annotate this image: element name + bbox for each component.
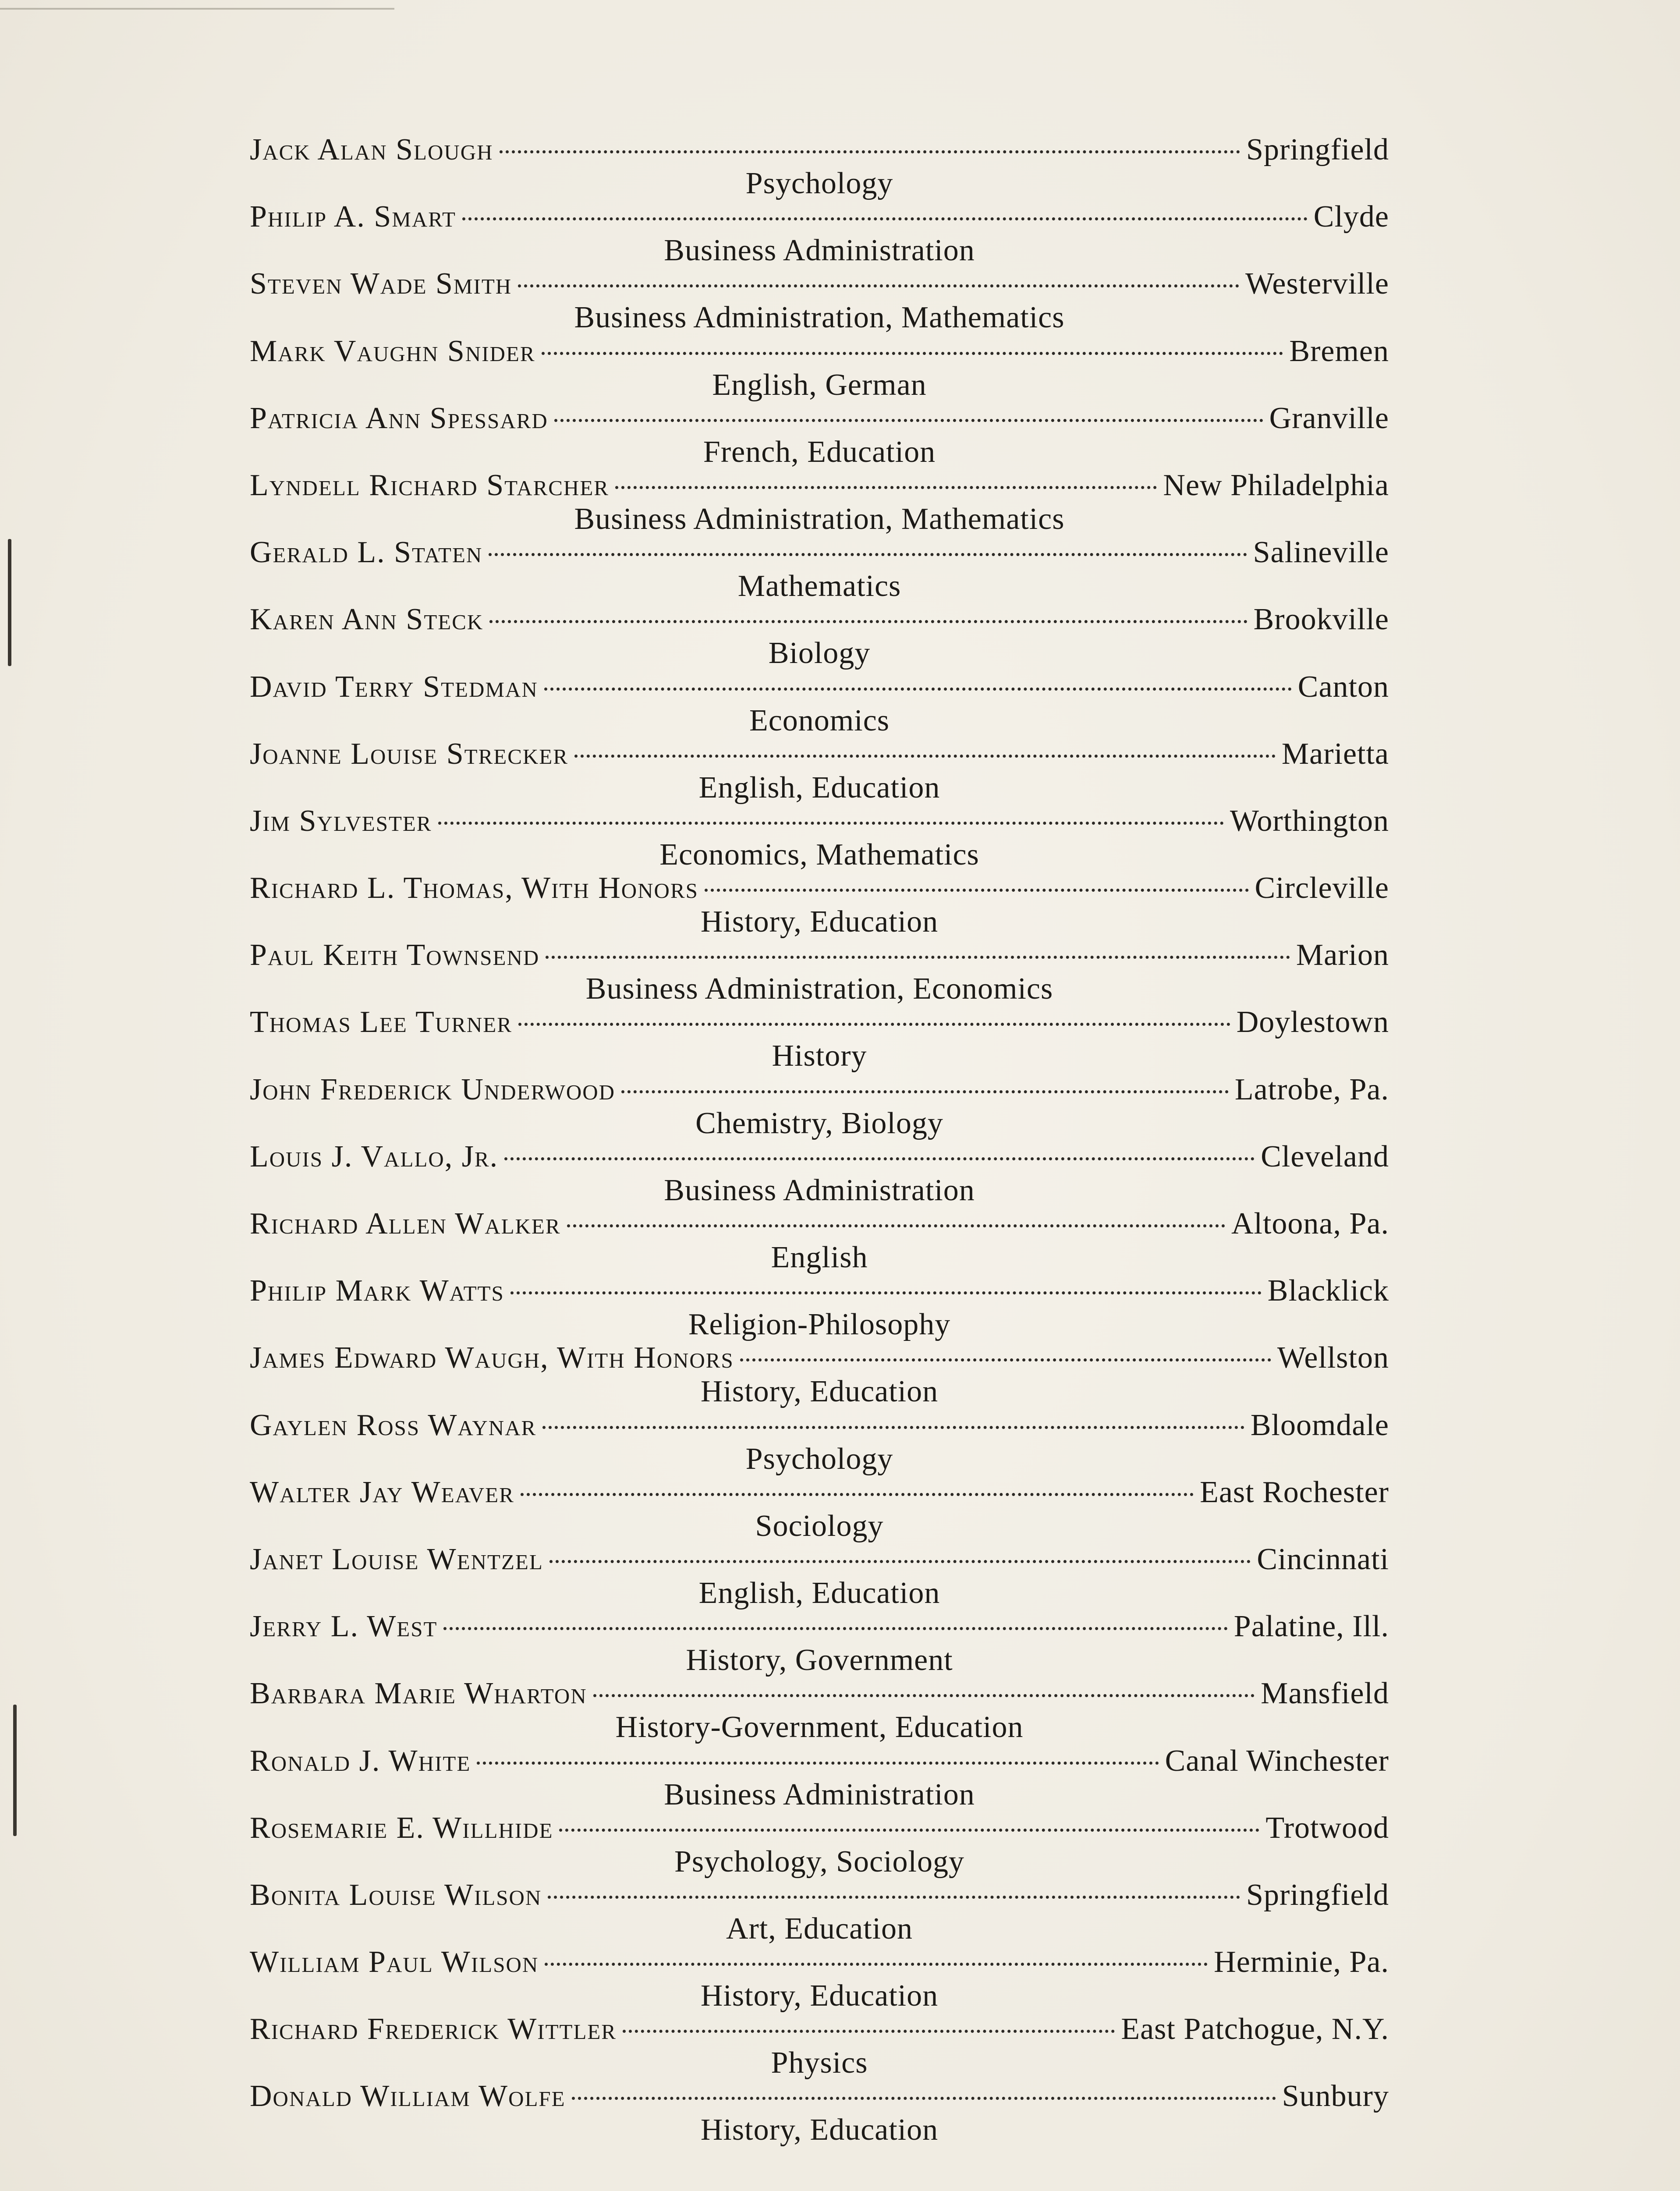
- graduate-major: History, Education: [700, 1979, 939, 2013]
- graduate-name-line: [250, 131, 1389, 168]
- graduate-name: Bonita Louise Wilson: [250, 1878, 542, 1912]
- graduate-major: Business Administration: [664, 1173, 975, 1207]
- graduate-name: Richard Frederick Wittler: [250, 2012, 617, 2046]
- graduate-major: History-Government, Education: [615, 1710, 1024, 1744]
- graduate-major: History, Education: [700, 1375, 939, 1409]
- graduate-major: Mathematics: [737, 569, 901, 603]
- graduate-major: English: [771, 1241, 868, 1274]
- graduate-name-line: [250, 2078, 1389, 2115]
- graduate-hometown: East Rochester: [1200, 1475, 1389, 1509]
- graduate-hometown: Bremen: [1289, 334, 1389, 368]
- dot-leader: [615, 486, 1157, 489]
- dot-leader: [554, 419, 1263, 422]
- dot-leader: [500, 150, 1241, 153]
- graduate-hometown: Marietta: [1281, 737, 1389, 771]
- graduate-major: English, German: [712, 368, 927, 402]
- graduate-name-line: [250, 1407, 1389, 1444]
- graduate-entry: [250, 131, 1389, 199]
- dot-leader: [462, 217, 1308, 220]
- graduate-hometown: Cleveland: [1261, 1139, 1389, 1173]
- graduate-hometown: Circleville: [1255, 871, 1389, 905]
- graduate-major: Economics: [749, 703, 890, 737]
- graduate-name: Karen Ann Steck: [250, 603, 484, 637]
- graduate-hometown: Sunbury: [1282, 2079, 1389, 2113]
- graduate-name: Janet Louise Wentzel: [250, 1542, 543, 1576]
- graduate-entry: [250, 601, 1389, 668]
- dot-leader: [544, 688, 1292, 691]
- dot-leader: [623, 2030, 1115, 2033]
- graduate-major: Sociology: [755, 1509, 884, 1543]
- graduate-name-line: [250, 1541, 1389, 1578]
- graduate-name: Gaylen Ross Waynar: [250, 1408, 537, 1442]
- dot-leader: [443, 1627, 1227, 1630]
- graduate-name: Jim Sylvester: [250, 804, 432, 838]
- graduate-hometown: Canton: [1297, 670, 1389, 704]
- graduate-major: Psychology: [745, 1442, 893, 1476]
- graduate-name-line: [250, 1675, 1389, 1712]
- graduate-name: Philip A. Smart: [250, 200, 456, 234]
- graduate-name-line: [250, 870, 1389, 907]
- graduate-major: English, Education: [698, 1576, 940, 1610]
- graduate-entry: [250, 2078, 1389, 2145]
- graduate-hometown: Doylestown: [1236, 1005, 1389, 1039]
- graduate-name-line: [250, 803, 1389, 840]
- graduate-name: Mark Vaughn Snider: [250, 334, 535, 368]
- dot-leader: [542, 352, 1283, 355]
- graduate-entry: [250, 1340, 1389, 1407]
- graduate-entry: [250, 1608, 1389, 1675]
- graduate-name-line: [250, 736, 1389, 773]
- dot-leader: [549, 1560, 1251, 1563]
- dot-leader: [545, 1963, 1208, 1966]
- graduate-name-line: [250, 1743, 1389, 1780]
- graduate-major: Biology: [768, 636, 871, 670]
- graduate-hometown: Cincinnati: [1257, 1542, 1389, 1576]
- graduate-name: James Edward Waugh, With Honors: [250, 1341, 734, 1375]
- graduate-entry: [250, 1138, 1389, 1205]
- graduate-entry: [250, 400, 1389, 467]
- graduate-major: Business Administration: [664, 234, 975, 268]
- graduate-entry: [250, 870, 1389, 937]
- dot-leader: [546, 956, 1290, 959]
- graduate-entry: [250, 467, 1389, 534]
- graduate-name-line: [250, 1608, 1389, 1645]
- graduate-hometown: Marion: [1296, 938, 1389, 972]
- graduate-hometown: Altoona, Pa.: [1231, 1207, 1389, 1241]
- graduate-name-line: [250, 534, 1389, 571]
- graduate-name-line: [250, 2011, 1389, 2048]
- graduate-hometown: Springfield: [1246, 1878, 1389, 1912]
- graduate-major: Business Administration, Economics: [585, 972, 1053, 1006]
- graduate-hometown: Blacklick: [1267, 1274, 1389, 1308]
- graduate-hometown: Herminie, Pa.: [1214, 1945, 1389, 1979]
- graduate-major: History, Education: [700, 905, 939, 939]
- graduate-name-line: [250, 467, 1389, 504]
- graduate-major: Physics: [771, 2046, 868, 2080]
- graduate-name: Walter Jay Weaver: [250, 1475, 514, 1509]
- graduate-name: Thomas Lee Turner: [250, 1005, 512, 1039]
- graduate-entry: [250, 1541, 1389, 1608]
- graduate-hometown: Trotwood: [1265, 1811, 1389, 1845]
- graduate-name-line: [250, 1877, 1389, 1914]
- graduate-name-line: [250, 1944, 1389, 1981]
- graduate-name: Rosemarie E. Willhide: [250, 1811, 553, 1845]
- graduate-entry: [250, 1407, 1389, 1474]
- graduate-name: Richard L. Thomas, With Honors: [250, 871, 698, 905]
- dot-leader: [521, 1493, 1194, 1496]
- graduate-major: Religion-Philosophy: [688, 1308, 951, 1342]
- graduate-entry: [250, 937, 1389, 1004]
- graduate-name-line: [250, 1810, 1389, 1847]
- graduate-hometown: Bloomdale: [1250, 1408, 1389, 1442]
- graduate-name-line: [250, 1138, 1389, 1175]
- graduate-major: French, Education: [703, 435, 936, 469]
- graduate-name-line: [250, 400, 1389, 437]
- graduate-name-line: [250, 333, 1389, 370]
- graduate-entry: [250, 1743, 1389, 1810]
- graduate-name-line: [250, 266, 1389, 302]
- graduate-name: John Frederick Underwood: [250, 1072, 615, 1106]
- graduate-name-line: [250, 1273, 1389, 1309]
- graduate-major: History, Government: [686, 1643, 953, 1677]
- graduate-major: Psychology, Sociology: [674, 1844, 965, 1879]
- graduate-name: Louis J. Vallo, Jr.: [250, 1139, 499, 1173]
- graduate-name: David Terry Stedman: [250, 670, 538, 704]
- dot-leader: [510, 1291, 1262, 1294]
- graduate-entry: [250, 1273, 1389, 1340]
- graduate-hometown: Springfield: [1246, 133, 1389, 167]
- graduate-name: Steven Wade Smith: [250, 267, 512, 301]
- graduate-name: Joanne Louise Strecker: [250, 737, 568, 771]
- top-edge-rule: [0, 8, 394, 10]
- graduate-entry: [250, 534, 1389, 601]
- dot-leader: [559, 1829, 1259, 1832]
- dot-leader: [567, 1224, 1225, 1227]
- graduate-name-line: [250, 199, 1389, 235]
- graduate-entry: [250, 199, 1389, 266]
- staple-mark: [8, 539, 11, 666]
- graduate-hometown: Palatine, Ill.: [1233, 1610, 1389, 1644]
- graduate-entry: [250, 1004, 1389, 1071]
- dot-leader: [518, 284, 1239, 287]
- graduate-name-line: [250, 1205, 1389, 1242]
- graduate-entry: [250, 803, 1389, 870]
- graduate-major: Psychology: [745, 167, 893, 200]
- dot-leader: [548, 1896, 1240, 1899]
- graduate-entry: [250, 1944, 1389, 2011]
- graduate-hometown: Salineville: [1253, 535, 1389, 570]
- dot-leader: [542, 1426, 1244, 1429]
- graduate-hometown: New Philadelphia: [1163, 468, 1389, 502]
- graduate-name: Gerald L. Staten: [250, 535, 483, 570]
- staple-mark: [13, 1705, 17, 1836]
- graduate-major: Business Administration: [664, 1777, 975, 1812]
- dot-leader: [705, 889, 1249, 892]
- dot-leader: [489, 553, 1247, 556]
- graduate-entry: [250, 266, 1389, 333]
- graduate-hometown: Canal Winchester: [1165, 1744, 1389, 1778]
- graduate-hometown: Clyde: [1313, 200, 1389, 234]
- graduate-entry: [250, 333, 1389, 400]
- graduate-name-line: [250, 1071, 1389, 1108]
- graduate-entry: [250, 736, 1389, 803]
- graduate-entry: [250, 669, 1389, 736]
- graduate-name: Richard Allen Walker: [250, 1207, 561, 1241]
- graduate-name-line: [250, 601, 1389, 638]
- graduate-major: Business Administration, Mathematics: [574, 502, 1065, 536]
- graduate-name-line: [250, 1004, 1389, 1041]
- graduate-name: Donald William Wolfe: [250, 2079, 566, 2113]
- graduate-entry: [250, 1810, 1389, 1877]
- graduate-name-line: [250, 1340, 1389, 1376]
- graduate-name: Jerry L. West: [250, 1610, 438, 1644]
- graduate-entry: [250, 1675, 1389, 1742]
- graduate-name: Patricia Ann Spessard: [250, 401, 548, 435]
- graduate-hometown: Westerville: [1245, 267, 1389, 301]
- graduate-major: English, Education: [698, 770, 940, 805]
- graduate-hometown: Granville: [1269, 401, 1389, 435]
- graduate-entry: [250, 1205, 1389, 1273]
- dot-leader: [504, 1157, 1255, 1160]
- graduate-name-line: [250, 1474, 1389, 1511]
- dot-leader: [621, 1090, 1229, 1093]
- graduate-major: History, Education: [700, 2113, 939, 2147]
- graduate-entry: [250, 2011, 1389, 2078]
- graduate-name-line: [250, 937, 1389, 974]
- dot-leader: [489, 620, 1247, 623]
- graduate-hometown: Mansfield: [1261, 1677, 1389, 1711]
- graduate-entry: [250, 1071, 1389, 1138]
- dot-leader: [477, 1762, 1159, 1765]
- graduate-hometown: Latrobe, Pa.: [1234, 1072, 1389, 1106]
- graduate-name: Paul Keith Townsend: [250, 938, 540, 972]
- graduate-name-line: [250, 669, 1389, 706]
- graduate-hometown: Brookville: [1253, 603, 1389, 637]
- dot-leader: [593, 1694, 1255, 1697]
- graduate-name: Philip Mark Watts: [250, 1274, 504, 1308]
- graduate-entry: [250, 1877, 1389, 1944]
- dot-leader: [438, 822, 1224, 825]
- graduate-name: Jack Alan Slough: [250, 133, 493, 167]
- dot-leader: [518, 1023, 1230, 1026]
- graduate-name: Lyndell Richard Starcher: [250, 468, 609, 502]
- dot-leader: [740, 1358, 1271, 1361]
- graduate-entry: [250, 1474, 1389, 1541]
- graduate-hometown: Worthington: [1230, 804, 1389, 838]
- graduate-name: Ronald J. White: [250, 1744, 471, 1778]
- dot-leader: [574, 755, 1276, 758]
- graduate-major: Economics, Mathematics: [659, 837, 979, 872]
- graduate-major: Business Administration, Mathematics: [574, 301, 1065, 335]
- dot-leader: [572, 2097, 1276, 2100]
- graduate-major: History: [772, 1039, 867, 1073]
- graduate-name: William Paul Wilson: [250, 1945, 539, 1979]
- graduate-name: Barbara Marie Wharton: [250, 1677, 587, 1711]
- graduate-hometown: East Patchogue, N.Y.: [1121, 2012, 1389, 2046]
- graduate-major: Art, Education: [726, 1911, 913, 1946]
- graduate-major: Chemistry, Biology: [695, 1106, 943, 1140]
- graduate-hometown: Wellston: [1277, 1341, 1389, 1375]
- graduate-list: [250, 131, 1389, 2145]
